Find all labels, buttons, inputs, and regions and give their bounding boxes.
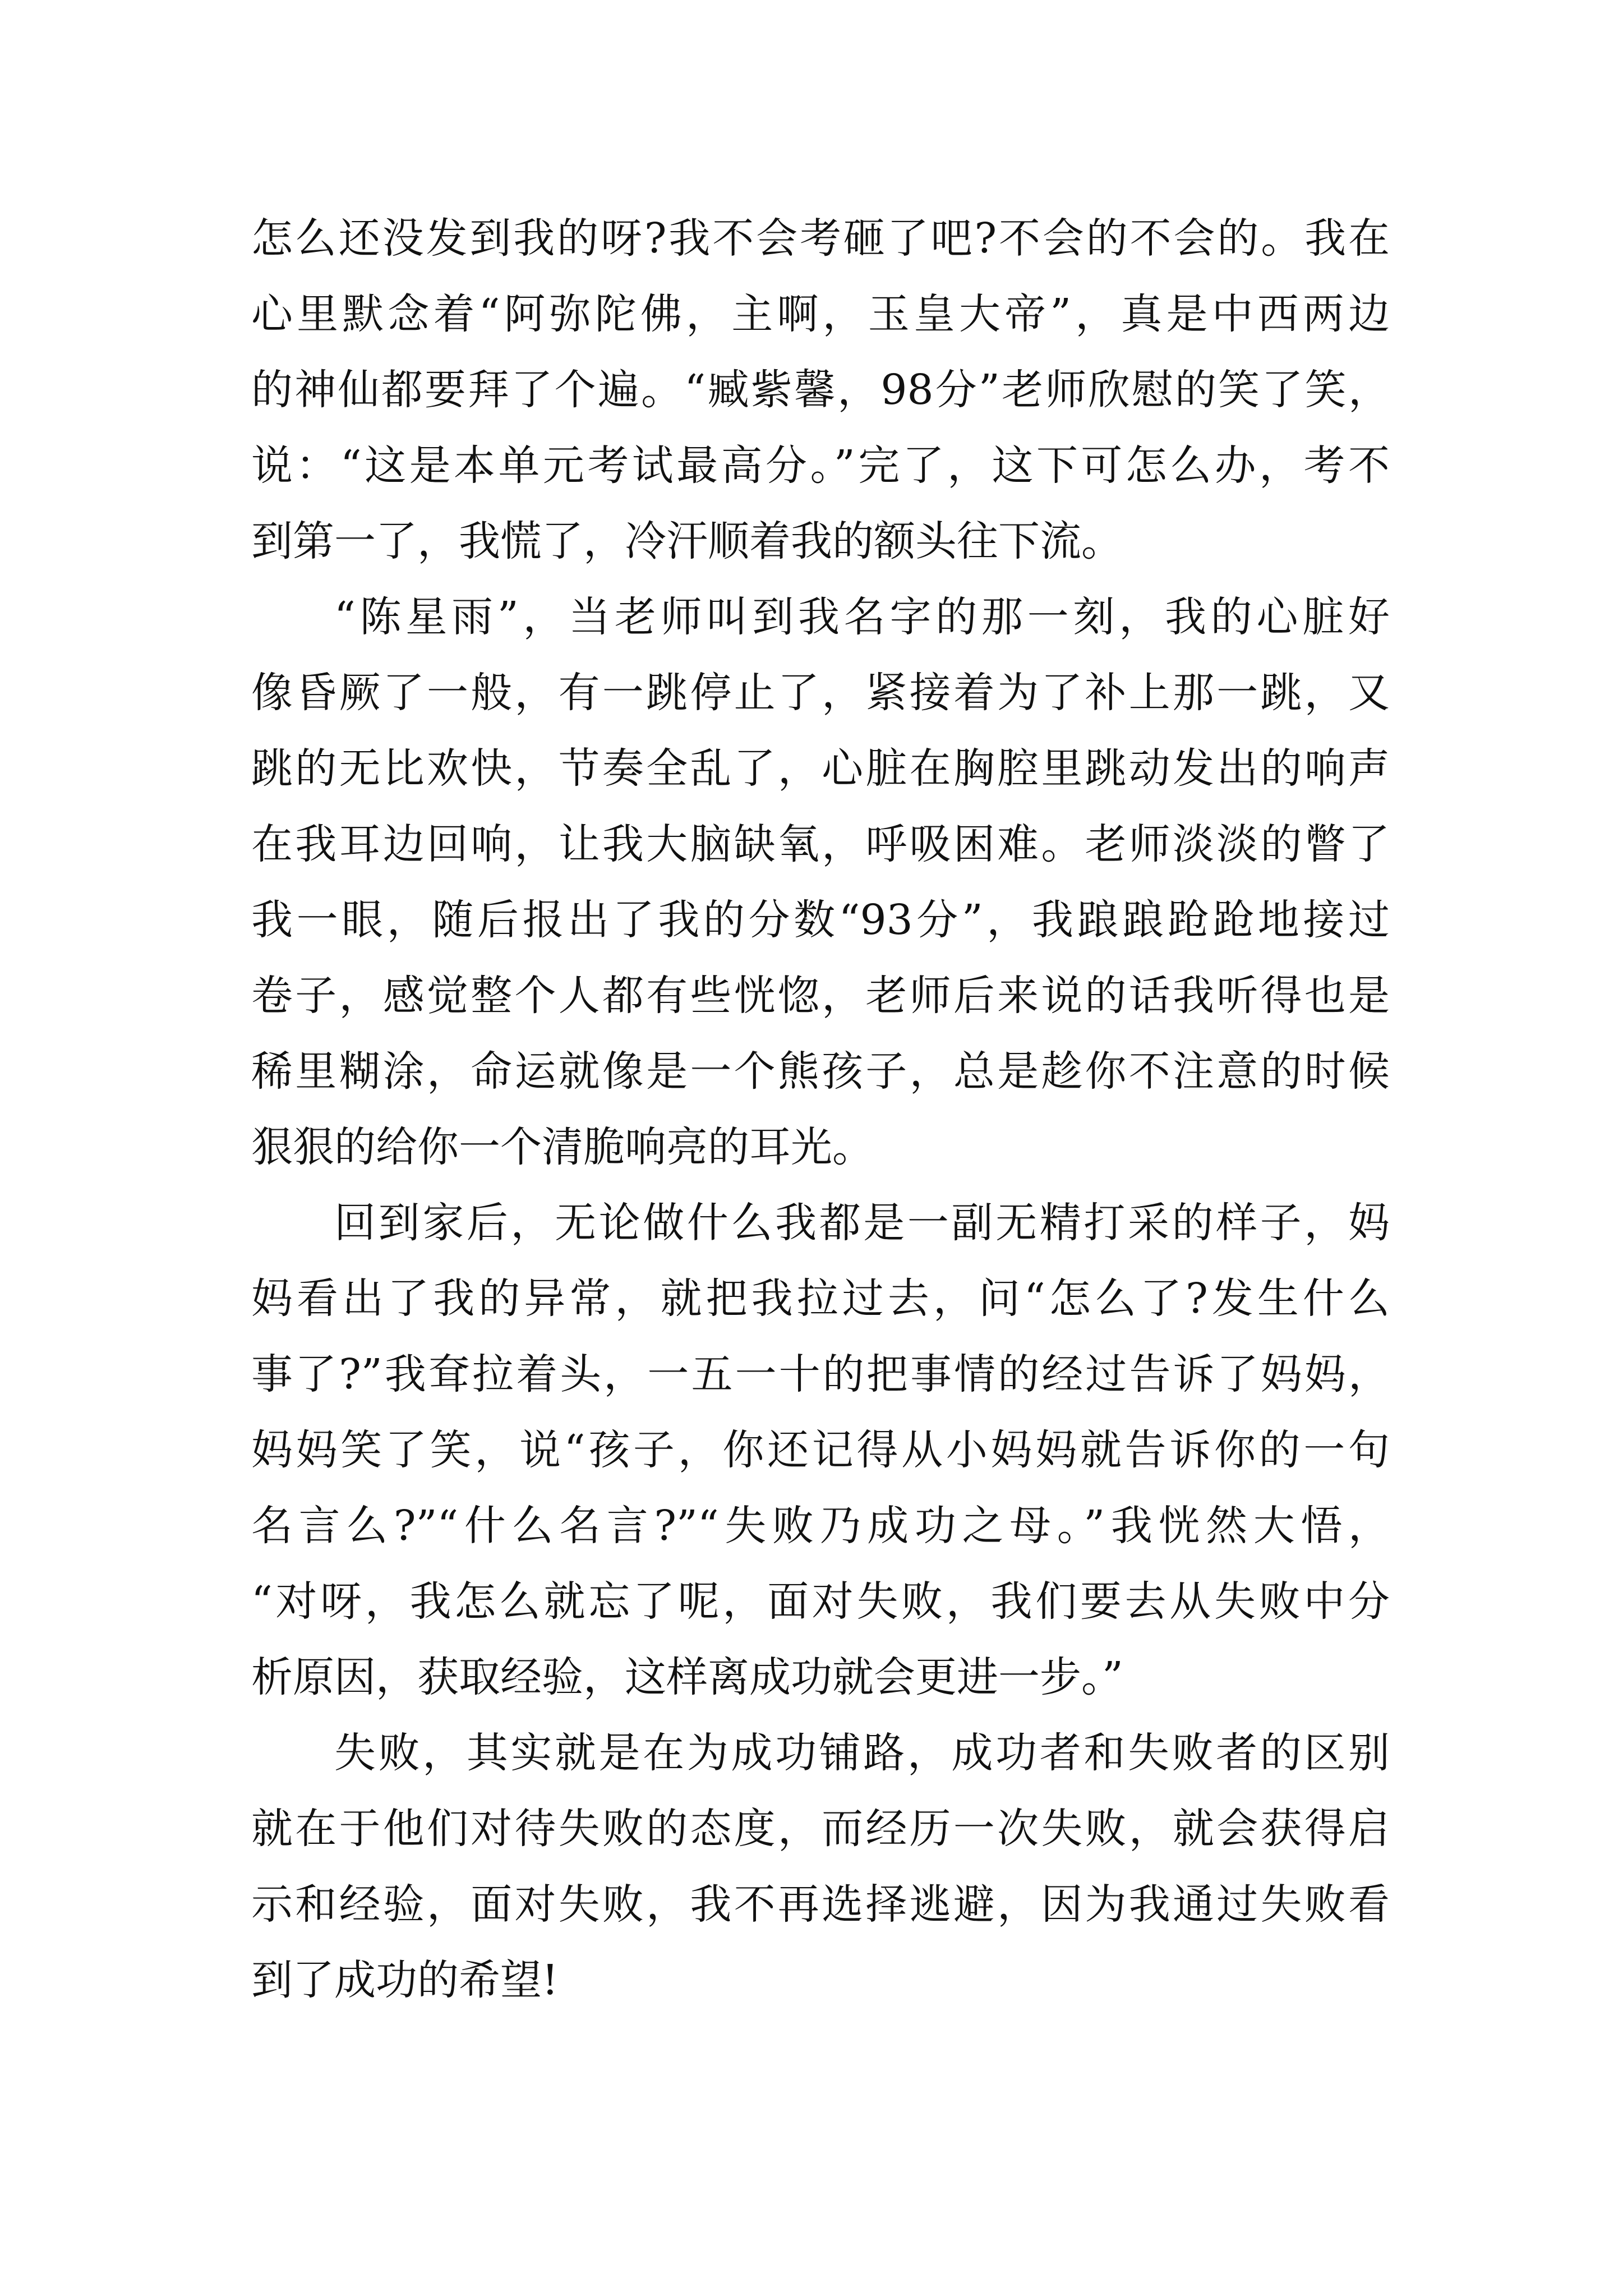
text-line: 妈妈笑了笑，说“孩子，你还记得从小妈妈就告诉你的一句	[251, 1426, 1390, 1474]
text-line: 名言么?”“什么名言?”“失败乃成功之母。”我恍然大悟，	[251, 1502, 1390, 1550]
text-line: 示和经验，面对失败，我不再选择逃避，因为我通过失败看	[251, 1880, 1390, 1929]
text-line: 稀里糊涂，命运就像是一个熊孩子，总是趁你不注意的时候	[251, 1047, 1390, 1096]
text-line: 就在于他们对待失败的态度，而经历一次失败，就会获得启	[251, 1805, 1390, 1853]
text-line: 说：“这是本单元考试最高分。”完了，这下可怎么办，考不	[251, 441, 1390, 490]
text-line: 的神仙都要拜了个遍。“臧紫馨，98分”老师欣慰的笑了笑，	[251, 366, 1390, 414]
text-line: 卷子，感觉整个人都有些恍惚，老师后来说的话我听得也是	[251, 972, 1390, 1020]
document-body	[251, 201, 1390, 2018]
text-line: 我一眼，随后报出了我的分数“93分”，我踉踉跄跄地接过	[251, 896, 1390, 944]
text-line: 狠狠的给你一个清脆响亮的耳光。	[251, 1123, 874, 1171]
text-line: 析原因，获取经验，这样离成功就会更进一步。”	[251, 1653, 1123, 1701]
paragraph-3	[251, 1185, 1390, 1715]
text-line: 怎么还没发到我的呀?我不会考砸了吧?不会的不会的。我在	[251, 214, 1390, 263]
text-line: 事了?”我耷拉着头，一五一十的把事情的经过告诉了妈妈，	[251, 1350, 1390, 1398]
text-line: “对呀，我怎么就忘了呢，面对失败，我们要去从失败中分	[251, 1577, 1390, 1626]
text-line: 到第一了，我慌了，冷汗顺着我的额头往下流。	[251, 517, 1123, 565]
text-line: 到了成功的希望!	[251, 1956, 559, 2004]
text-line: “陈星雨”，当老师叫到我名字的那一刻，我的心脏好	[334, 593, 1390, 641]
text-line: 回到家后，无论做什么我都是一副无精打采的样子，妈	[334, 1199, 1390, 1247]
text-line: 像昏厥了一般，有一跳停止了，紧接着为了补上那一跳，又	[251, 669, 1390, 717]
text-line: 心里默念着“阿弥陀佛，主啊，玉皇大帝”，真是中西两边	[251, 290, 1390, 338]
text-line: 妈看出了我的异常，就把我拉过去，问“怎么了?发生什么	[251, 1274, 1390, 1323]
paragraph-4	[251, 1715, 1390, 2018]
text-line: 跳的无比欢快，节奏全乱了，心脏在胸腔里跳动发出的响声	[251, 744, 1390, 793]
text-line: 失败，其实就是在为成功铺路，成功者和失败者的区别	[334, 1729, 1390, 1777]
paragraph-1	[251, 201, 1390, 579]
paragraph-2	[251, 579, 1390, 1185]
text-line: 在我耳边回响，让我大脑缺氧，呼吸困难。老师淡淡的瞥了	[251, 820, 1390, 868]
